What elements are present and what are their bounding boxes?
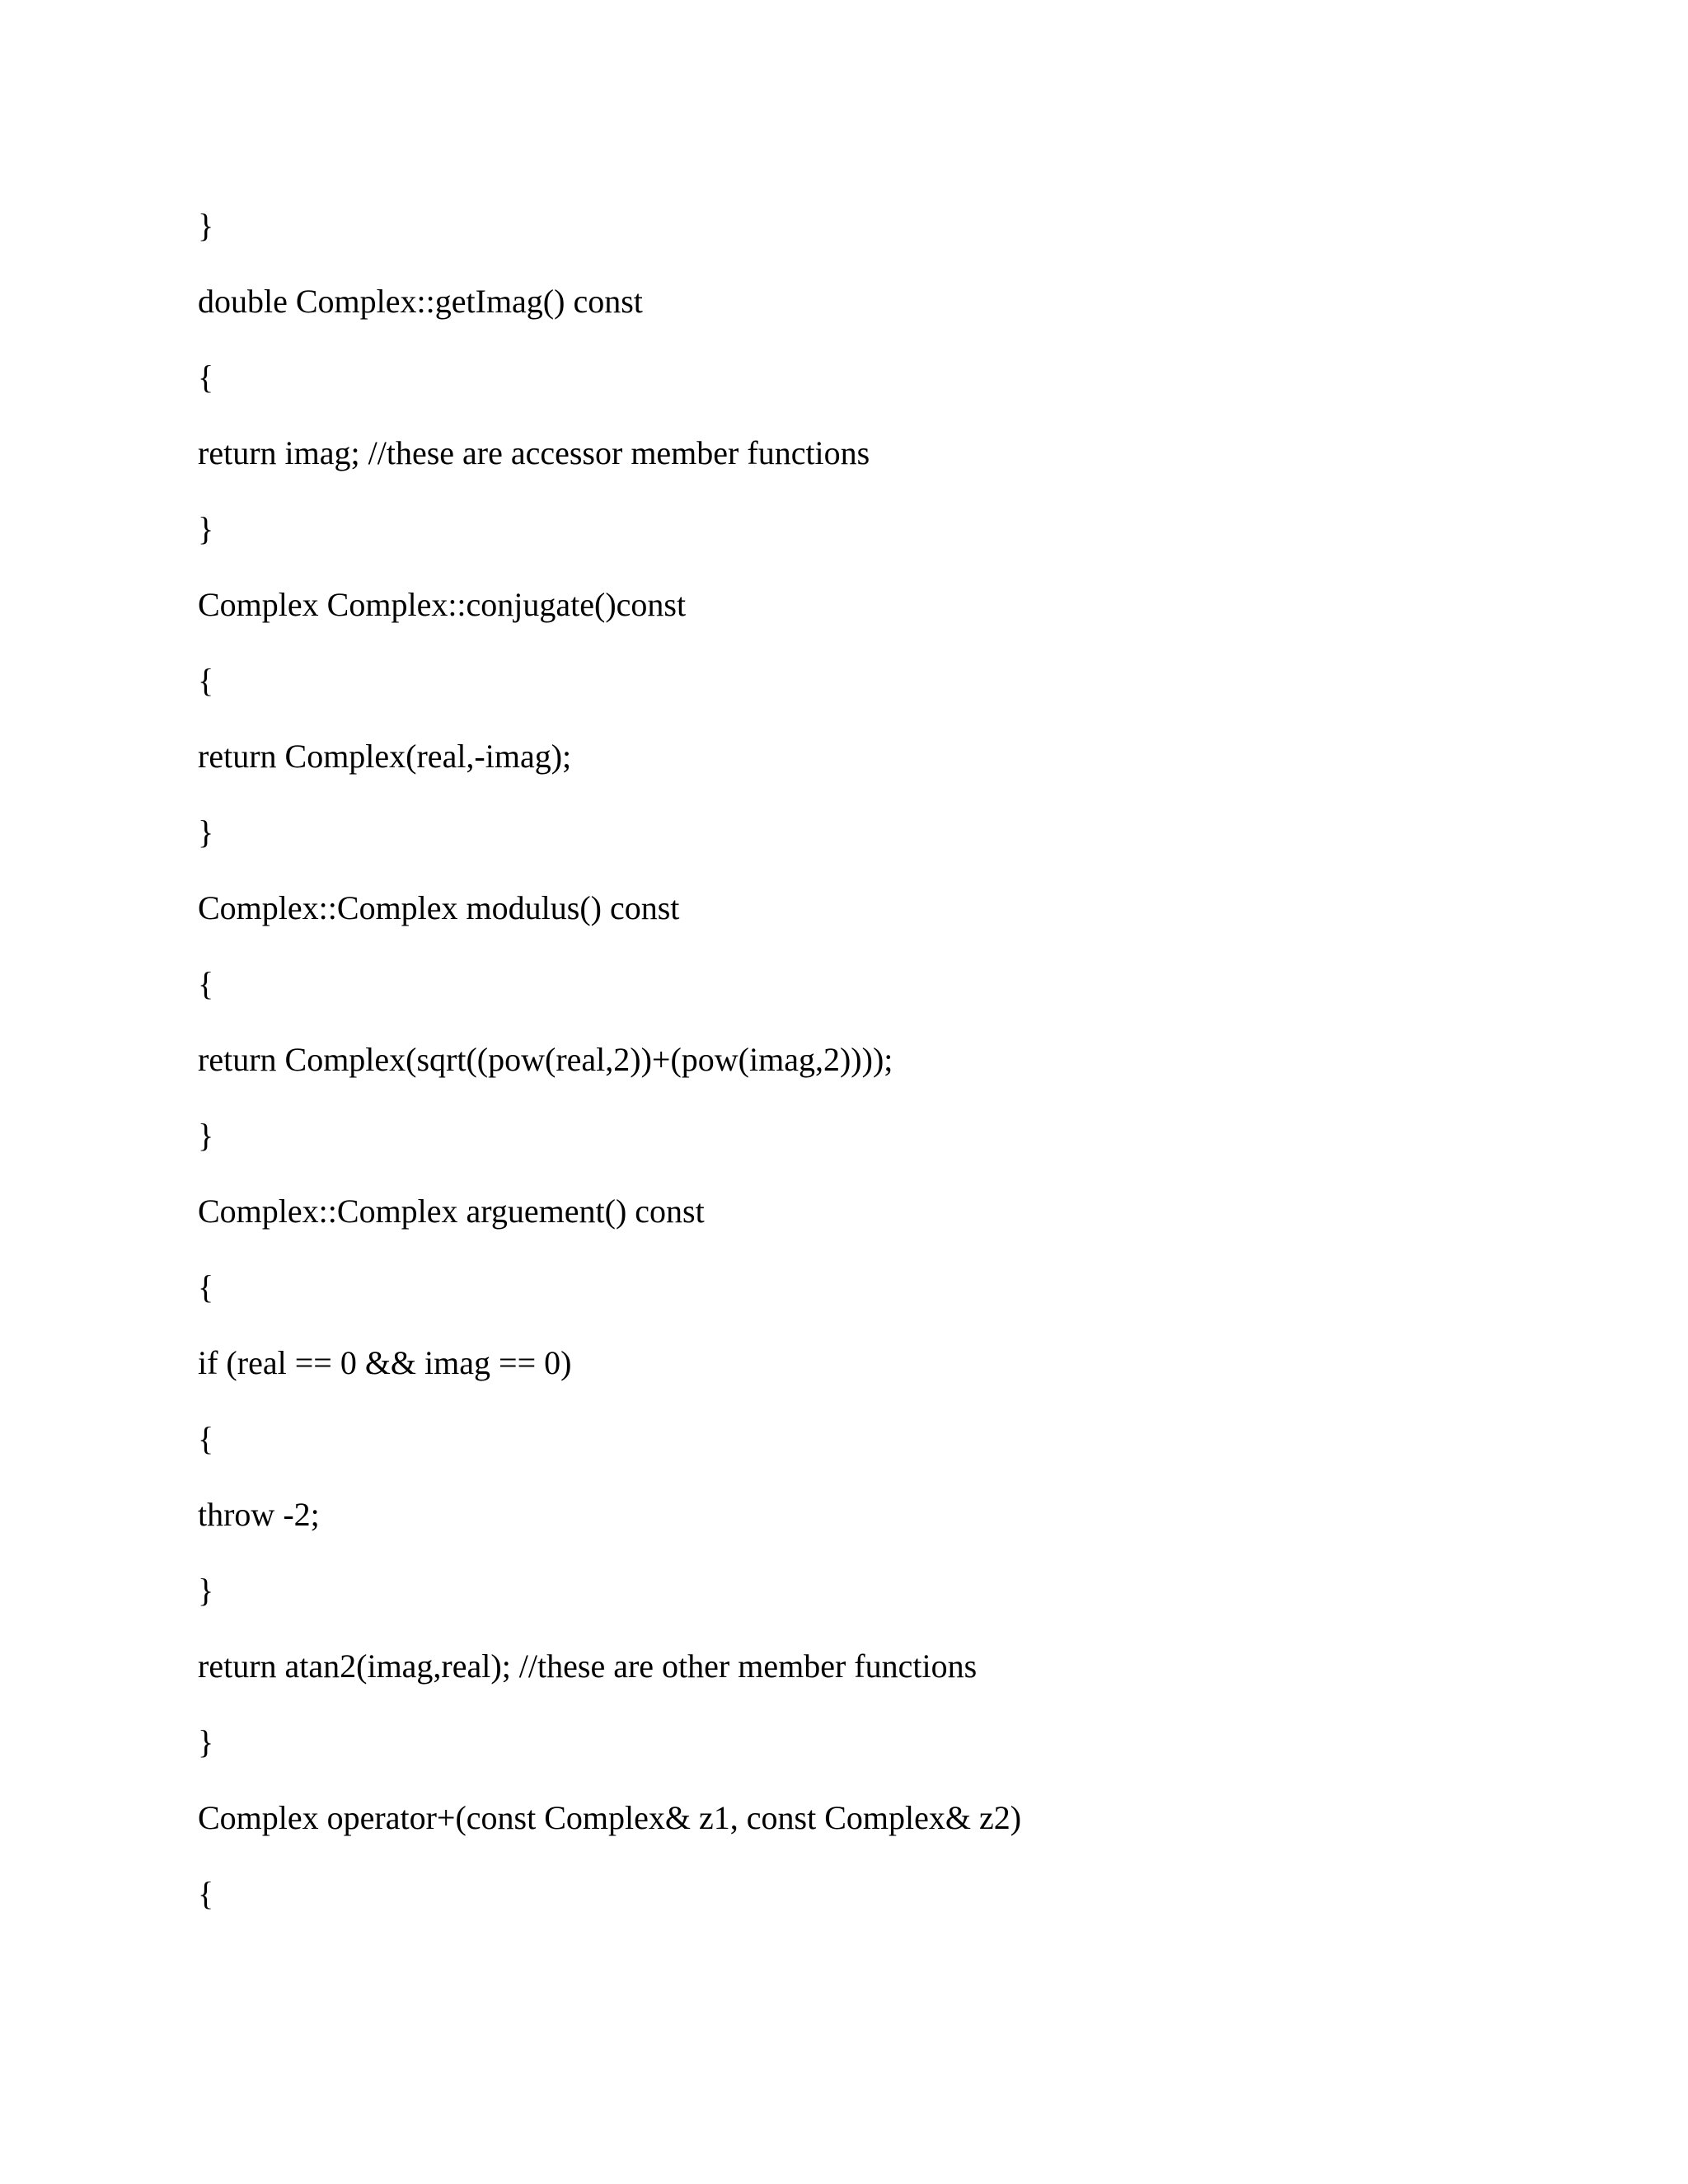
code-line: return atan2(imag,real); //these are other member functions	[198, 1647, 978, 1685]
code-line: if (real == 0 && imag == 0)	[198, 1344, 572, 1381]
code-line: {	[198, 1420, 214, 1457]
code-line: Complex::Complex modulus() const	[198, 889, 680, 926]
code-line: }	[198, 1723, 214, 1760]
code-line: {	[198, 1875, 214, 1912]
code-line: }	[198, 813, 214, 851]
code-line: return Complex(real,-imag);	[198, 738, 572, 775]
code-line: Complex operator+(const Complex& z1, const Complex& z2)	[198, 1799, 1022, 1836]
code-line: {	[198, 1268, 214, 1305]
code-line: }	[198, 1117, 214, 1154]
code-line: throw -2;	[198, 1496, 320, 1533]
code-line: }	[198, 510, 214, 547]
code-line: return Complex(sqrt((pow(real,2))+(pow(imag,2))));	[198, 1041, 893, 1078]
code-listing	[198, 188, 1021, 1932]
code-line: }	[198, 207, 214, 244]
code-line: double Complex::getImag() const	[198, 283, 643, 320]
code-line: {	[198, 359, 214, 396]
code-line: Complex Complex::conjugate()const	[198, 586, 687, 623]
code-line: {	[198, 662, 214, 699]
code-line: {	[198, 965, 214, 1002]
code-line: return imag; //these are accessor member functions	[198, 434, 870, 471]
code-line: Complex::Complex arguement() const	[198, 1193, 705, 1230]
code-line: }	[198, 1572, 214, 1609]
